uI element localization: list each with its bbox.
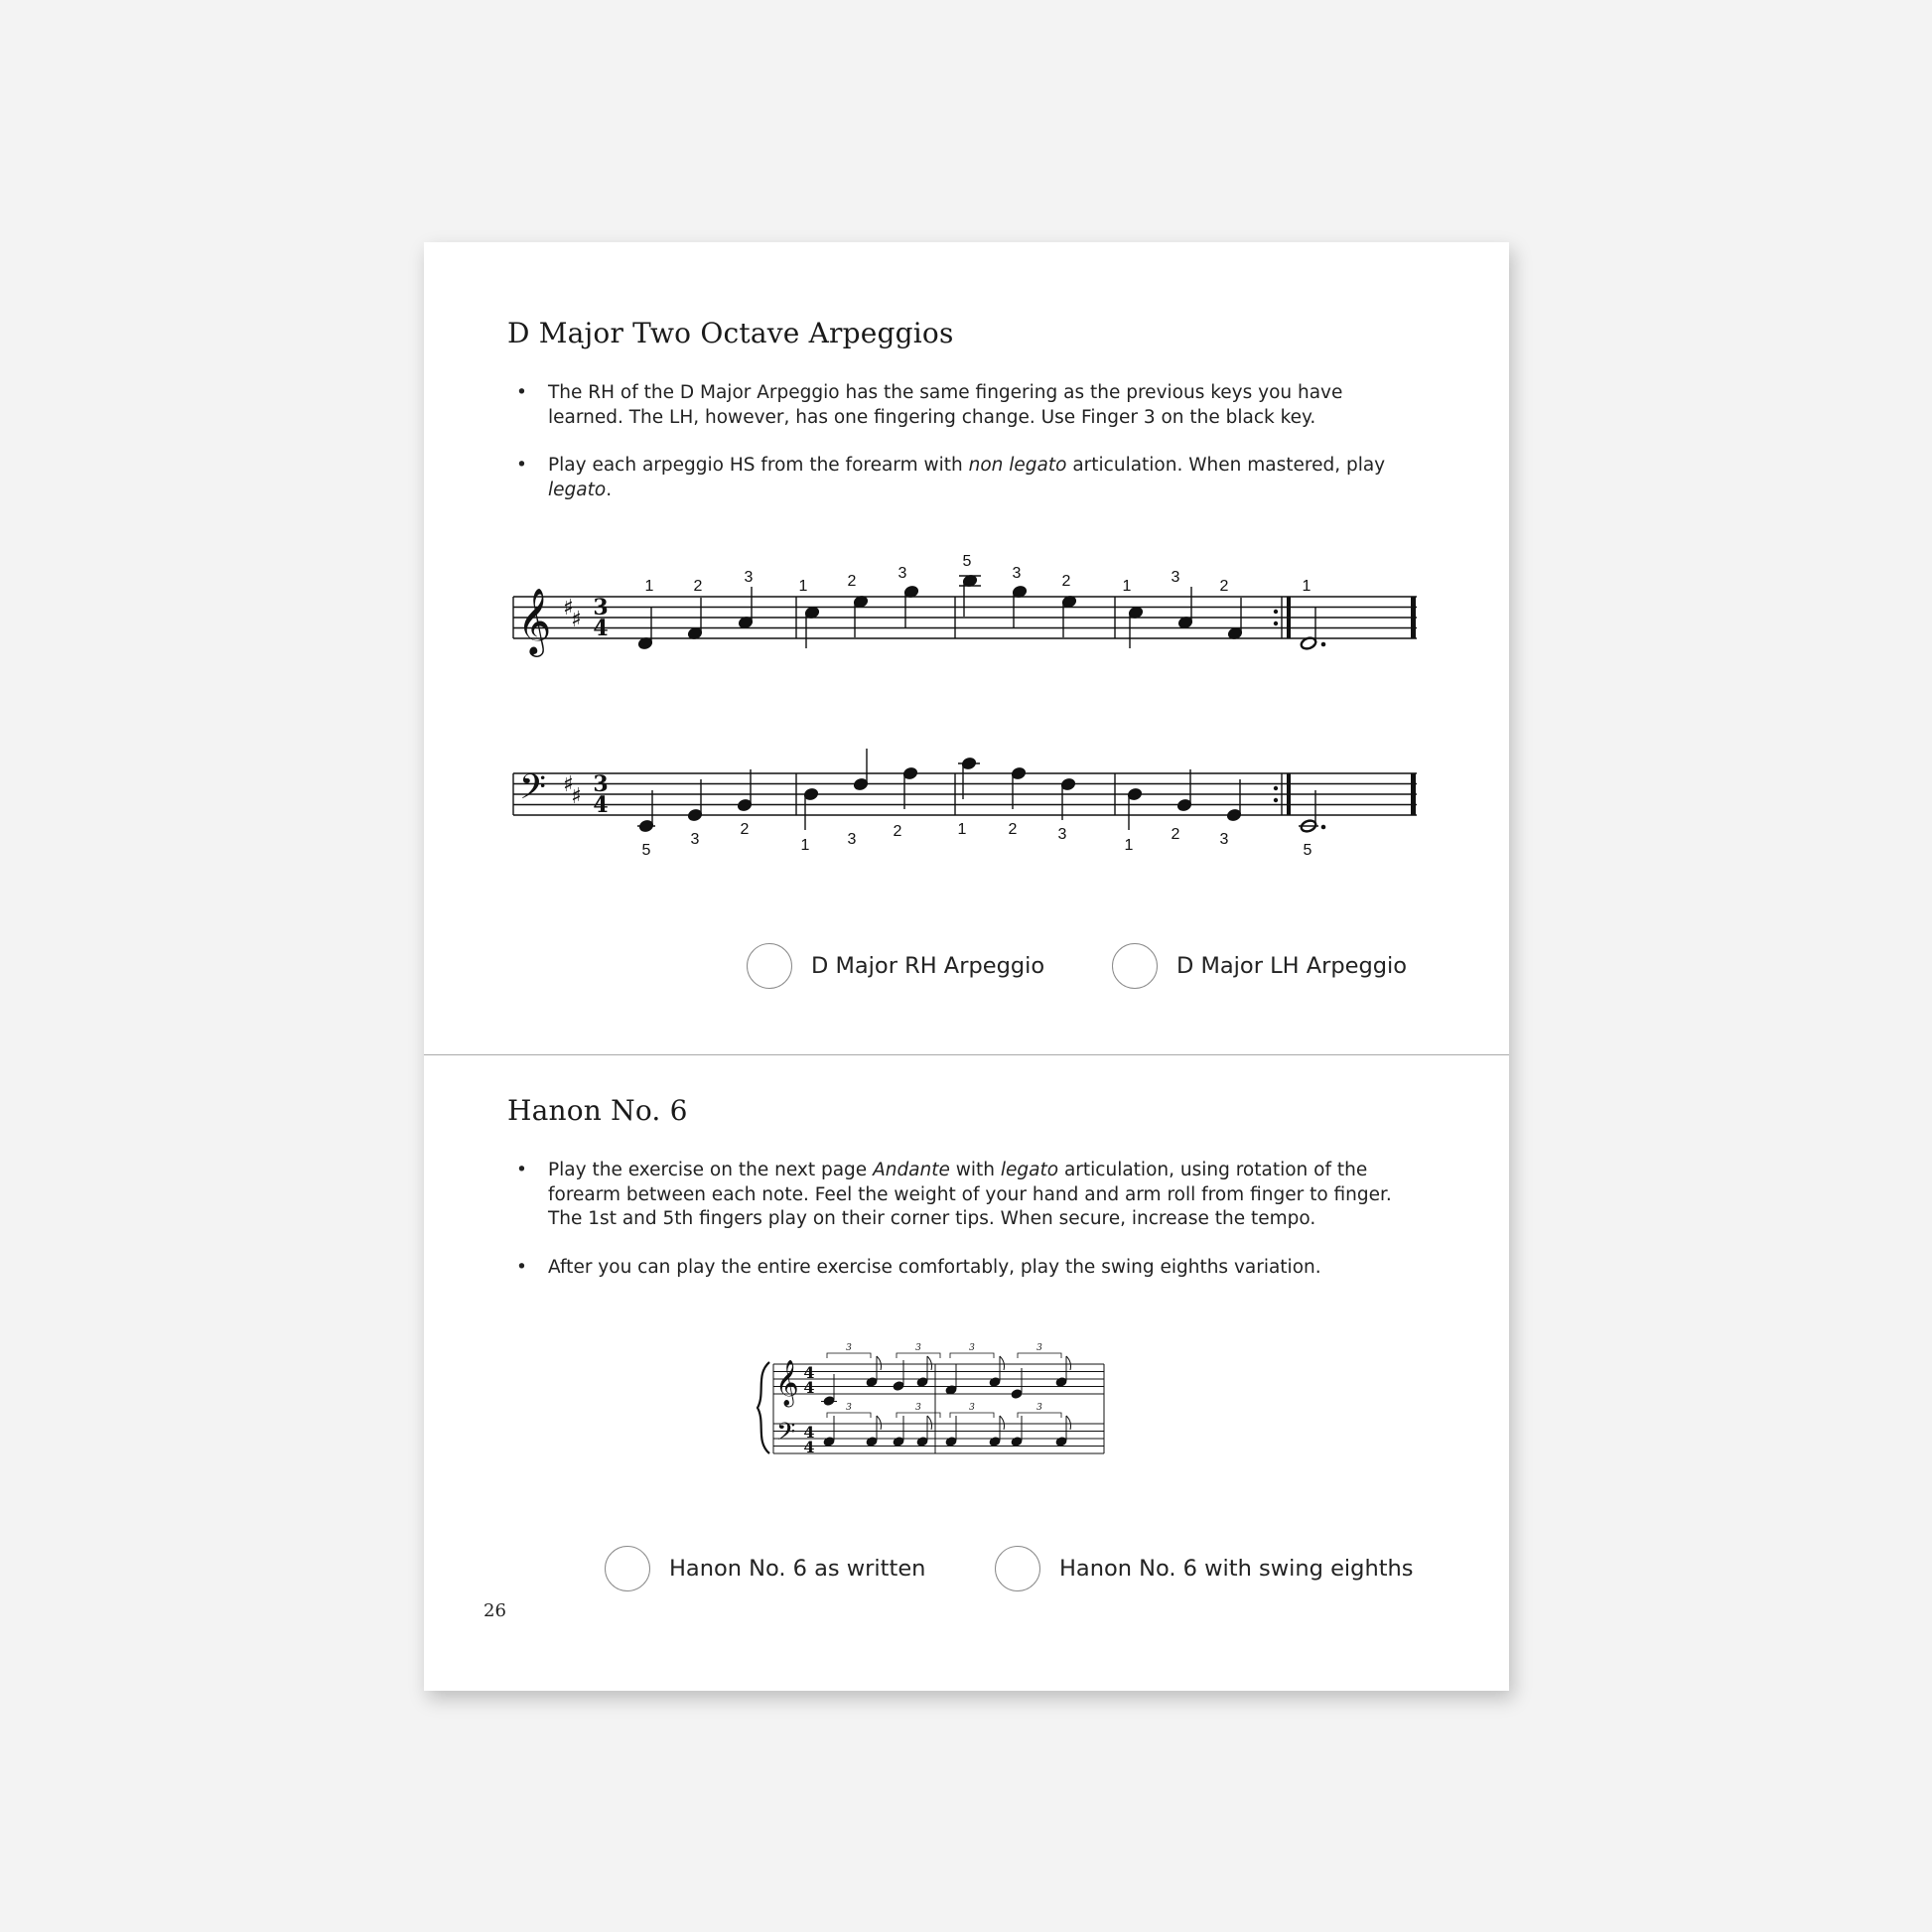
check-circle[interactable] xyxy=(995,1546,1040,1591)
svg-text:2: 2 xyxy=(1061,573,1071,590)
brace-icon xyxy=(758,1362,769,1453)
svg-text:3: 3 xyxy=(846,1403,852,1413)
instruction-bullet: • Play each arpeggio HS from the forearm with non legato articulation. When mastered, play legato. xyxy=(507,454,1401,502)
check-circle[interactable] xyxy=(1112,943,1158,989)
section-title-hanon: Hanon No. 6 xyxy=(507,1094,688,1127)
treble-clef-icon: 𝄞 xyxy=(775,1360,799,1406)
svg-text:5: 5 xyxy=(962,553,972,570)
book-page xyxy=(424,242,1509,1691)
time-signature-top: 3 xyxy=(593,771,609,797)
svg-text:5: 5 xyxy=(1303,842,1312,859)
page-number: 26 xyxy=(483,1600,506,1621)
treble-staff-rh-arpeggio xyxy=(513,545,1437,674)
lh-fingering xyxy=(642,821,1312,859)
time-signature-bottom: 4 xyxy=(593,616,609,641)
svg-text:1: 1 xyxy=(1124,837,1134,854)
svg-text:2: 2 xyxy=(693,578,703,595)
bass-clef-icon: 𝄢 xyxy=(519,766,547,815)
checkbox-label: Hanon No. 6 as written xyxy=(669,1556,926,1582)
svg-text:3: 3 xyxy=(1057,826,1067,843)
svg-text:1: 1 xyxy=(798,578,808,595)
check-circle[interactable] xyxy=(605,1546,650,1591)
section-title-arpeggios: D Major Two Octave Arpeggios xyxy=(507,317,954,349)
svg-text:2: 2 xyxy=(1171,826,1180,843)
svg-text:1: 1 xyxy=(1302,578,1311,595)
svg-text:2: 2 xyxy=(847,573,857,590)
sharp-icon: ♯ xyxy=(571,784,582,809)
svg-text:1: 1 xyxy=(644,578,654,595)
bass-staff-lh-arpeggio xyxy=(513,754,1437,883)
svg-text:3: 3 xyxy=(1012,565,1022,582)
svg-text:5: 5 xyxy=(641,842,651,859)
rh-fingering xyxy=(645,553,1311,595)
svg-text:3: 3 xyxy=(690,831,700,848)
triplet-numbers xyxy=(846,1343,1042,1413)
checkbox-label: D Major RH Arpeggio xyxy=(811,953,1045,979)
svg-text:3: 3 xyxy=(1171,569,1180,586)
svg-text:3: 3 xyxy=(846,1343,852,1353)
sharp-icon: ♯ xyxy=(563,596,574,621)
arpeggio-instructions xyxy=(507,381,1401,526)
bass-clef-icon: 𝄢 xyxy=(776,1418,796,1452)
svg-text:3: 3 xyxy=(744,569,754,586)
check-circle[interactable] xyxy=(747,943,792,989)
time-signature-bottom: 4 xyxy=(803,1438,815,1456)
svg-text:3: 3 xyxy=(897,565,907,582)
svg-text:3: 3 xyxy=(847,831,857,848)
time-signature-bottom: 4 xyxy=(803,1378,815,1397)
hanon-swing-excerpt xyxy=(752,1334,1109,1503)
time-signature-top: 4 xyxy=(803,1423,815,1442)
svg-text:2: 2 xyxy=(893,823,902,840)
instruction-bullet: • Play the exercise on the next page Andante with legato articulation, using rotation of the forearm between each note. Feel the weight of your hand and arm roll from finger to finger. The 1st and 5th fingers play on their corner tips. When secure, increase the tempo. xyxy=(507,1159,1401,1232)
sharp-icon: ♯ xyxy=(571,608,582,632)
checkbox-label: Hanon No. 6 with swing eighths xyxy=(1059,1556,1414,1582)
svg-text:1: 1 xyxy=(1122,578,1132,595)
svg-text:2: 2 xyxy=(740,821,750,838)
checkbox-label: D Major LH Arpeggio xyxy=(1176,953,1408,979)
triplet-brackets xyxy=(827,1353,1061,1418)
svg-text:3: 3 xyxy=(1036,1343,1042,1353)
svg-text:3: 3 xyxy=(915,1343,921,1353)
checkbox-hanon-swing[interactable] xyxy=(995,1546,1414,1591)
instruction-bullet: • After you can play the entire exercise comfortably, play the swing eighths variation. xyxy=(507,1256,1401,1281)
section-divider xyxy=(424,1054,1509,1055)
checkbox-d-major-lh[interactable] xyxy=(1112,943,1407,989)
svg-text:1: 1 xyxy=(800,837,810,854)
svg-text:2: 2 xyxy=(1008,821,1018,838)
svg-text:3: 3 xyxy=(969,1403,975,1413)
hanon-instructions xyxy=(507,1159,1401,1304)
sharp-icon: ♯ xyxy=(563,772,574,797)
svg-text:1: 1 xyxy=(957,821,967,838)
svg-text:2: 2 xyxy=(1219,578,1229,595)
time-signature-top: 3 xyxy=(593,595,609,621)
treble-clef-icon: 𝄞 xyxy=(517,587,552,654)
checkbox-d-major-rh[interactable] xyxy=(747,943,1044,989)
svg-text:3: 3 xyxy=(915,1403,921,1413)
instruction-bullet: • The RH of the D Major Arpeggio has the same fingering as the previous keys you have learned. The LH, however, has one fingering change. Use Finger 3 on the black key. xyxy=(507,381,1401,430)
svg-text:3: 3 xyxy=(1036,1403,1042,1413)
checkbox-hanon-written[interactable] xyxy=(605,1546,925,1591)
time-signature-top: 4 xyxy=(803,1363,815,1382)
svg-text:3: 3 xyxy=(969,1343,975,1353)
time-signature-bottom: 4 xyxy=(593,792,609,818)
svg-text:3: 3 xyxy=(1219,831,1229,848)
